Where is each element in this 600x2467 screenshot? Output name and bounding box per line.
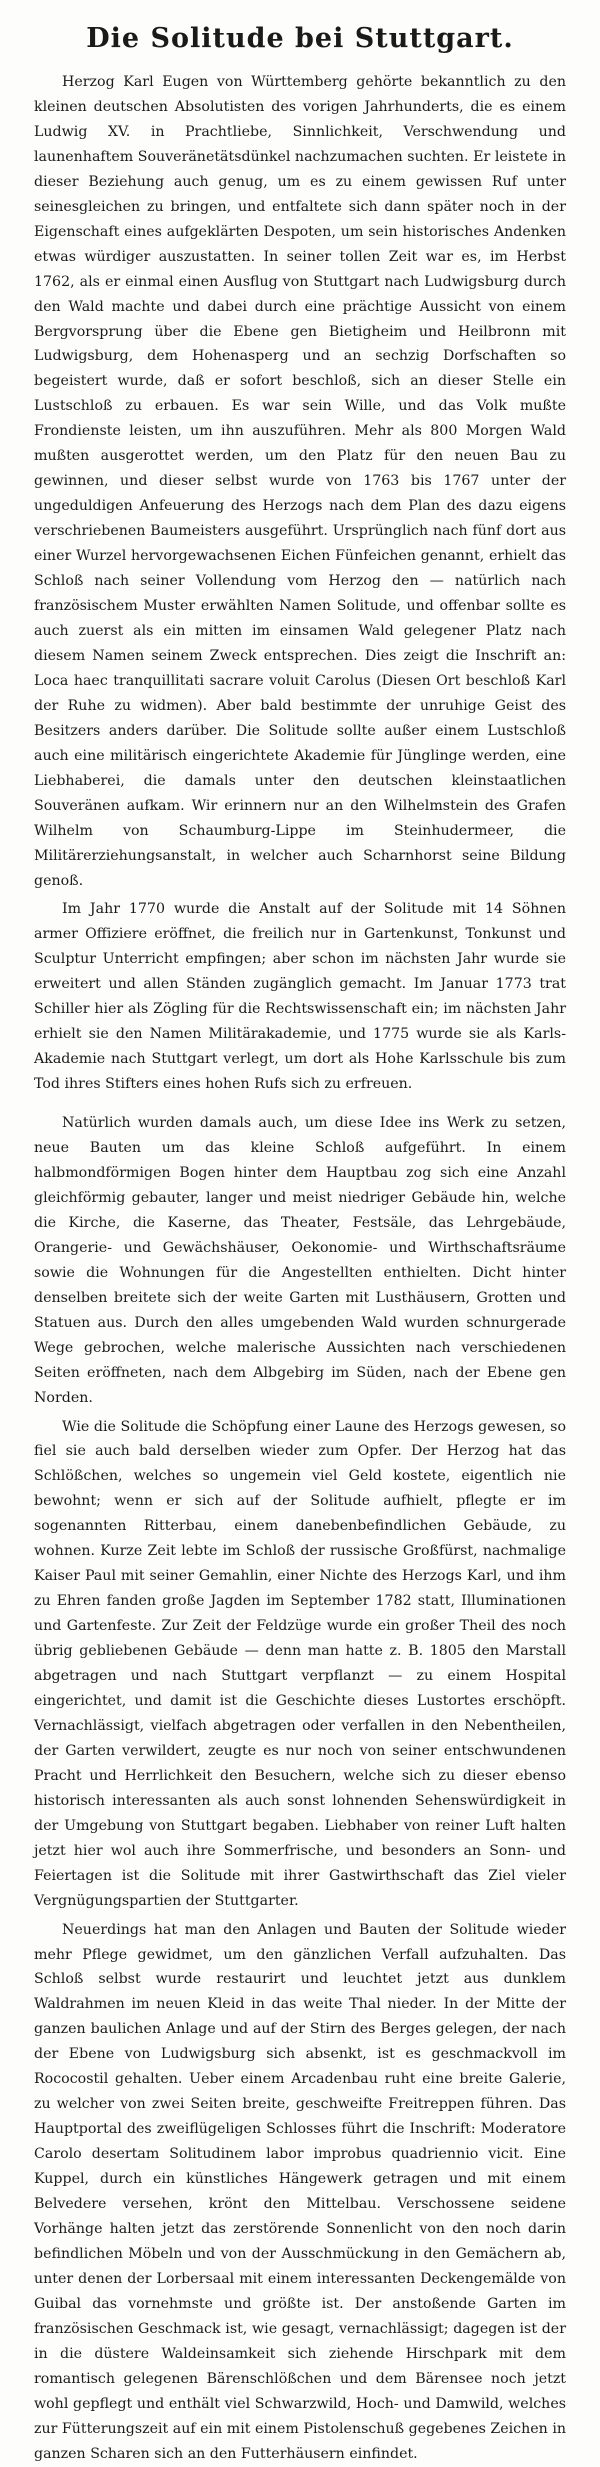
paragraph-3: Natürlich wurden damals auch, um diese Idee ins Werk zu setzen, neue Bauten um das kleine Schloß aufgeführt. In einem halbmondförmigen Bogen hinter dem Hauptbau zog sich eine Anzahl gleichförmig gebauter, langer und meist niedriger Gebäude hin, welche die Kirche, die Kaserne, das Theater, Festsäle, das Lehrgebäude, Orangerie- und Gewächshäuser, Oekonomie- und Wirthschaftsräume sowie die Wohnungen für die Angestellten enthielten. Dicht hinter denselben breitete sich der weite Garten mit Lusthäusern, Grotten und Statuen aus. Durch den alles umgebenden Wald wurden schnurgerade Wege gebrochen, welche malerische Aussichten nach verschiedenen Seiten eröffneten, nach dem Albgebirg im Süden, nach der Ebene gen Norden. [34,1115,566,1406]
paragraph-1: Herzog Karl Eugen von Württemberg gehörte bekanntlich zu den kleinen deutschen Absolutisten des vorigen Jahrhunderts, die es einem Ludwig XV. in Prachtliebe, Sinnlichkeit, Verschwendung und launenhaftem Souveränetätsdünkel nachzumachen suchten. Er leistete in dieser Beziehung auch genug, um es zu einem gewissen Ruf unter seinesgleichen zu bringen, und entfaltete sich dann später noch in der Eigenschaft eines aufgeklärten Despoten, um sein historisches Andenken etwas würdiger auszustatten. In seiner tollen Zeit war es, im Herbst 1762, als er einmal einen Ausflug von Stuttgart nach Ludwigsburg durch den Wald machte und dabei durch eine prächtige Aussicht von einem Bergvorsprung über die Ebene gen Bietigheim und Heilbronn mit Ludwigsburg, dem Hohenasperg und an sechzig Dorfschaften so begeistert wurde, daß er sofort beschloß, sich an dieser Stelle ein Lustschloß zu erbauen. Es war sein Wille, und das Volk mußte Frondienste leisten, um ihn auszuführen. Mehr als 800 Morgen Wald mußten ausgerottet werden, um den Platz für den neuen Bau zu gewinnen, und dieser selbst wurde von 1763 bis 1767 unter der ungeduldigen Anfeuerung des Herzogs nach dem Plan des dazu eigens verschriebenen Baumeisters ausgeführt. Ursprünglich nach fünf dort aus einer Wurzel hervorgewachsenen Eichen Fünfeichen genannt, erhielt das Schloß nach seiner Vollendung vom Herzog den — natürlich nach französischem Muster erwählten Namen Solitude, und offenbar sollte es auch zuerst als ein mitten im einsamen Wald gelegener Platz nach diesem Namen seinem Zweck entsprechen. Dies zeigt die Inschrift an: Loca haec tranquillitati sacrare voluit Carolus (Diesen Ort beschloß Karl der Ruhe zu widmen). Aber bald bestimmte der unruhige Geist des Besitzers anders darüber. Die Solitude sollte außer einem Lustschloß auch eine militärisch eingerichtete Akademie für Jünglinge werden, eine Liebhaberei, die damals unter den deutschen kleinstaatlichen Souveränen aufkam. Wir erinnern nur an den Wilhelmstein des Grafen Wilhelm von Schaumburg-Lippe im Steinhudermeer, die Militärerziehungsanstalt, in welcher auch Scharnhorst seine Bildung genoß. [34,74,566,889]
article-title: Die Solitude bei Stuttgart. [86,23,514,54]
paragraph-5: Neuerdings hat man den Anlagen und Bauten der Solitude wieder mehr Pflege gewidmet, um den gänzlichen Verfall aufzuhalten. Das Schloß selbst wurde restaurirt und leuchtet jetzt aus dunklem Waldrahmen im neuen Kleid in das weite Thal nieder. In der Mitte der ganzen baulichen Anlage und auf der Stirn des Berges gelegen, der nach der Ebene von Ludwigsburg sich absenkt, ist es geschmackvoll im Rococostil gehalten. Ueber einem Arcadenbau ruht eine breite Galerie, zu welcher von zwei Seiten breite, geschweifte Freitreppen führen. Das Hauptportal des zweiflügeligen Schlosses führt die Inschrift: Moderatore Carolo desertam Solitudinem labor improbus quadriennio vicit. Eine Kuppel, durch ein künstliches Hängewerk getragen und mit einem Belvedere versehen, krönt den Mittelbau. Verschossene seidene Vorhänge halten jetzt das zerstörende Sonnenlicht von den noch darin befindlichen Möbeln und von der Ausschmückung in den Gemächern ab, unter denen der Lorbersaal mit einem interessanten Deckengemälde von Guibal das vornehmste und größte ist. Der anstoßende Garten im französischen Geschmack ist, wie gesagt, vernachlässigt; dagegen ist der in die düstere Waldeinsamkeit sich ziehende Hirschpark mit dem romantisch gelegenen Bärenschlößchen und dem Bärensee noch jetzt wohl gepflegt und enthält viel Schwarzwild, Hoch- und Damwild, welches zur Fütterungszeit auf ein mit einem Pistolenschuß gegebenes Zeichen in ganzen Scharen sich an den Futterhäusern einfindet. [34,1921,566,2462]
paragraph-4: Wie die Solitude die Schöpfung einer Laune des Herzogs gewesen, so fiel sie auch bald derselben wieder zum Opfer. Der Herzog hat das Schlößchen, welches so ungemein viel Geld kostete, eigentlich nie bewohnt; wenn er sich auf der Solitude aufhielt, pflegte er im sogenannten Ritterbau, einem danebenbefindlichen Gebäude, zu wohnen. Kurze Zeit lebte im Schloß der russische Großfürst, nachmalige Kaiser Paul mit seiner Gemahlin, einer Nichte des Herzogs Karl, und ihm zu Ehren fanden große Jagden im September 1782 statt, Illuminationen und Gartenfeste. Zur Zeit der Feldzüge wurde ein großer Theil des noch übrig gebliebenen Gebäude — denn man hatte z. B. 1805 den Marstall abgetragen und nach Stuttgart verpflanzt — zu einem Hospital eingerichtet, und damit ist die Geschichte dieses Lustortes erschöpft. Vernachlässigt, vielfach abgetragen oder verfallen in den Nebentheilen, der Garten verwildert, zeugte es nur noch von seiner entschwundenen Pracht und Herrlichkeit den Besuchern, welche sich zu dieser ebenso historisch interessanten als auch sonst lohnenden Sehenswürdigkeit in der Umgebung von Stuttgart begaben. Liebhaber von reiner Luft halten jetzt hier wol auch ihre Sommerfrische, und besonders an Sonn- und Feiertagen ist die Solitude mit ihrer Gastwirthschaft das Ziel vieler Vergnügungspartien der Stuttgarter. [34,1418,566,1909]
paragraph-2: Im Jahr 1770 wurde die Anstalt auf der Solitude mit 14 Söhnen armer Offiziere eröffnet, die freilich nur in Gartenkunst, Tonkunst und Sculptur Unterricht empfingen; aber schon im nächsten Jahr wurde sie erweitert und allen Ständen zugänglich gemacht. Im Januar 1773 trat Schiller hier als Zögling für die Rechtswissenschaft ein; im nächsten Jahr erhielt sie den Namen Militärakademie, und 1775 wurde sie als Karls-Akademie nach Stuttgart verlegt, um dort als Hohe Karlsschule bis zum Tod ihres Stifters eines hohen Rufs sich zu erfreuen. [34,901,566,1093]
